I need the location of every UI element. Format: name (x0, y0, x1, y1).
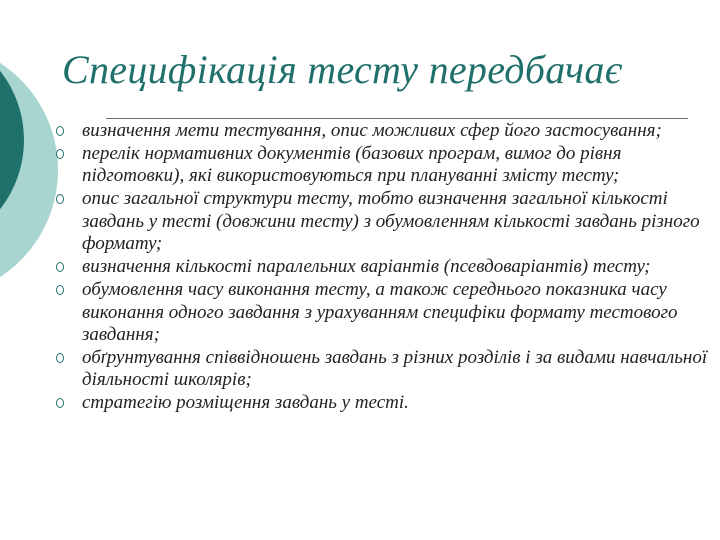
slide-title: Специфікація тесту передбачає (62, 47, 623, 92)
hollow-circle-icon (56, 149, 64, 159)
hollow-circle-icon (56, 262, 64, 272)
list-item: перелік нормативних документів (базових програм, вимог до рівня підготовки), які використовуються при плануванні змісту тесту; (52, 143, 716, 188)
list-item: опис загальної структури тесту, тобто визначення загальної кількості завдань у тесті (довжини тесту) з обумовленням кількості завдань різного формату; (52, 188, 716, 255)
decorative-circles (0, 0, 60, 300)
hollow-circle-icon (56, 194, 64, 204)
title-underline (106, 118, 688, 119)
hollow-circle-icon (56, 398, 64, 408)
hollow-circle-icon (56, 285, 64, 295)
list-item: стратегію розміщення завдань у тесті. (52, 392, 716, 414)
list-item: визначення мети тестування, опис можливих сфер його застосування; (52, 120, 716, 142)
list-item: обумовлення часу виконання тесту, а також середнього показника часу виконання одного завдання з урахуванням специфіки формату тестового завдання; (52, 279, 716, 346)
hollow-circle-icon (56, 126, 64, 136)
list-item: обґрунтування співвідношень завдань з різних розділів і за видами навчальної діяльності школярів; (52, 347, 716, 392)
hollow-circle-icon (56, 353, 64, 363)
bullet-list (52, 120, 716, 415)
list-item: визначення кількості паралельних варіантів (псевдоваріантів) тесту; (52, 256, 716, 278)
